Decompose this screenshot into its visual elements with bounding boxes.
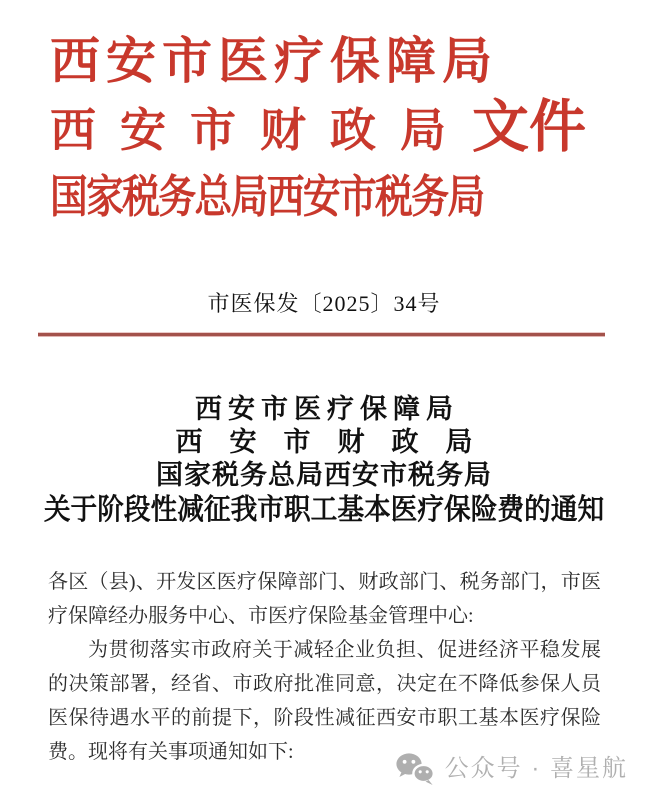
body-line: 费。现将有关事项通知如下: [48,741,294,763]
red-divider-line [38,333,605,336]
body-text [48,565,601,769]
title-line-2: 西安市财政局 [175,427,500,457]
letterhead-agency: 西安市财政局 [50,105,470,156]
document-number: 市医保发〔2025〕34号 [207,291,441,316]
letterhead [0,32,648,221]
body-line: 医保待遇水平的前提下，阶段性减征西安市职工基本医疗保险 [48,707,601,729]
body-line: 疗保障经办服务中心、市医疗保险基金管理中心: [48,605,474,627]
body-line: 的决策部署，经省、市政府批准同意，决定在不降低参保人员 [48,673,601,695]
letterhead-line-2 [50,96,648,159]
title-line-3: 国家税务总局西安市税务局 [156,460,492,490]
body-line: 各区（县)、开发区医疗保障部门、财政部门、税务部门，市医 [48,571,601,593]
letterhead-document-word: 文件 [472,96,586,159]
letterhead-line-1: 西安市医疗保障局 [50,33,498,89]
title-line-4: 关于阶段性减征我市职工基本医疗保险费的通知 [43,494,605,526]
document-title [0,392,648,529]
watermark-label: 公众号 · 喜星航 [444,755,628,782]
wechat-icon [395,752,435,786]
body-line: 为贯彻落实市政府关于减轻企业负担、促进经济平稳发展 [88,639,601,661]
title-line-1: 西安市医疗保障局 [195,394,459,424]
letterhead-line-3: 国家税务总局西安市税务局 [50,172,484,222]
watermark [395,752,628,786]
